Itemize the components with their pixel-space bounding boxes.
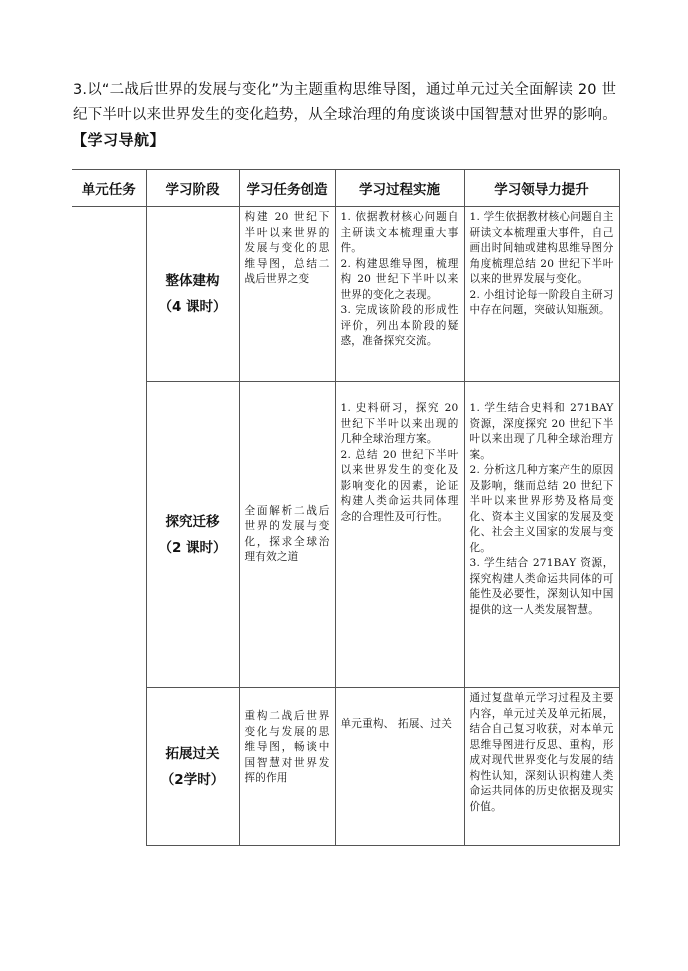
stage-name: 整体建构 <box>165 273 220 289</box>
header-learning-stage: 学习阶段 <box>146 170 239 207</box>
stage-name: 探究迁移 <box>165 513 220 530</box>
table-header-row <box>72 170 619 207</box>
unit-task-cell <box>72 207 146 382</box>
process-item: 2. 总结 20 世纪下半叶以来世界发生的变化及影响变化的因素，论证构建人类命运共同体理念的合理性及可行性。 <box>340 448 459 523</box>
leadership-cell <box>464 688 619 846</box>
process-cell <box>335 382 464 688</box>
leadership-item: 通过复盘单元学习过程及主要内容，单元过关及单元拓展，结合自己复习收获，对本单元思维导图进行反思、重构，形成对现代世界变化与发展的结构性认知，深刻认识构建人类命运共同体的历史依据及现实价值。 <box>469 692 614 813</box>
task-text: 构建 20 世纪下半叶以来世界的发展与变化的思维导图，总结二战后世界之变 <box>244 211 330 285</box>
leadership-item: 2. 分析这几种方案产生的原因及影响，继而总结 20 世纪下半叶以来世界形势及格局变化、资本主义国家的发展及变化、社会主义国家的发展与变化。 <box>469 464 614 554</box>
unit-task-cell <box>72 382 146 688</box>
stage-cell <box>146 382 239 688</box>
task-text: 全面解析二战后世界的发展与变化，探求全球治理有效之道 <box>244 504 330 563</box>
task-cell <box>239 382 335 688</box>
process-cell <box>335 688 464 846</box>
process-item: 2. 构建思维导图，梳理构 20 世纪下半叶以来世界的变化之表现。 <box>340 257 459 301</box>
leadership-cell <box>464 207 619 382</box>
leadership-item: 1. 学生结合史料和 271BAY 资源，深度探究 20 世纪下半叶以来出现了几种全球治理方案。 <box>469 402 614 461</box>
task-cell <box>239 207 335 382</box>
intro-paragraph: 3.以“二战后世界的发展与变化”为主题重构思维导图，通过单元过关全面解读 20 世纪下半叶以来世界发生的变化趋势，从全球治理的角度谈谈中国智慧对世界的影响。 <box>73 82 617 123</box>
header-task-creation: 学习任务创造 <box>239 170 335 207</box>
header-unit-task: 单元任务 <box>72 170 146 207</box>
process-item: 1. 史料研习，探究 20 世纪下半叶以来出现的几种全球治理方案。 <box>340 402 459 445</box>
table-row <box>72 207 619 382</box>
stage-name: 拓展过关 <box>165 745 220 762</box>
learning-navigation-table <box>72 169 619 846</box>
task-cell <box>239 688 335 846</box>
leadership-cell <box>464 382 619 688</box>
process-item: 1. 依据教材核心问题自主研读文本梳理重大事件。 <box>340 211 459 254</box>
table-row <box>72 382 619 688</box>
process-item: 3. 完成该阶段的形成性评价，列出本阶段的疑惑，准备探究交流。 <box>340 304 459 347</box>
stage-hours: （2学时） <box>160 771 225 788</box>
learning-navigation-heading: 【学习导航】 <box>72 131 166 149</box>
header-leadership-improvement: 学习领导力提升 <box>464 170 619 207</box>
leadership-item: 1. 学生依据教材核心问题自主研读文本梳理重大事件，自己画出时间轴或建构思维导图分角度梳理总结 20 世纪下半叶以来的世界发展与变化。 <box>469 211 614 285</box>
leadership-item: 2. 小组讨论每一阶段自主研习中存在问题，突破认知瓶颈。 <box>469 288 614 316</box>
table-row <box>72 688 619 846</box>
process-item: 单元重构、 拓展、过关 <box>340 718 453 730</box>
header-process-implementation: 学习过程实施 <box>335 170 464 207</box>
stage-cell <box>146 688 239 846</box>
leadership-item: 3. 学生结合 271BAY 资源，探究构建人类命运共同体的可能性及必要性，深刻认知中国提供的这一人类发展智慧。 <box>469 557 614 616</box>
unit-task-cell <box>72 688 146 846</box>
task-text: 重构二战后世界变化与发展的思维导图，畅谈中国智慧对世界发挥的作用 <box>244 710 330 784</box>
stage-cell <box>146 207 239 382</box>
stage-hours: （4 课时） <box>158 299 227 315</box>
stage-hours: （2 课时） <box>158 539 227 556</box>
process-cell <box>335 207 464 382</box>
